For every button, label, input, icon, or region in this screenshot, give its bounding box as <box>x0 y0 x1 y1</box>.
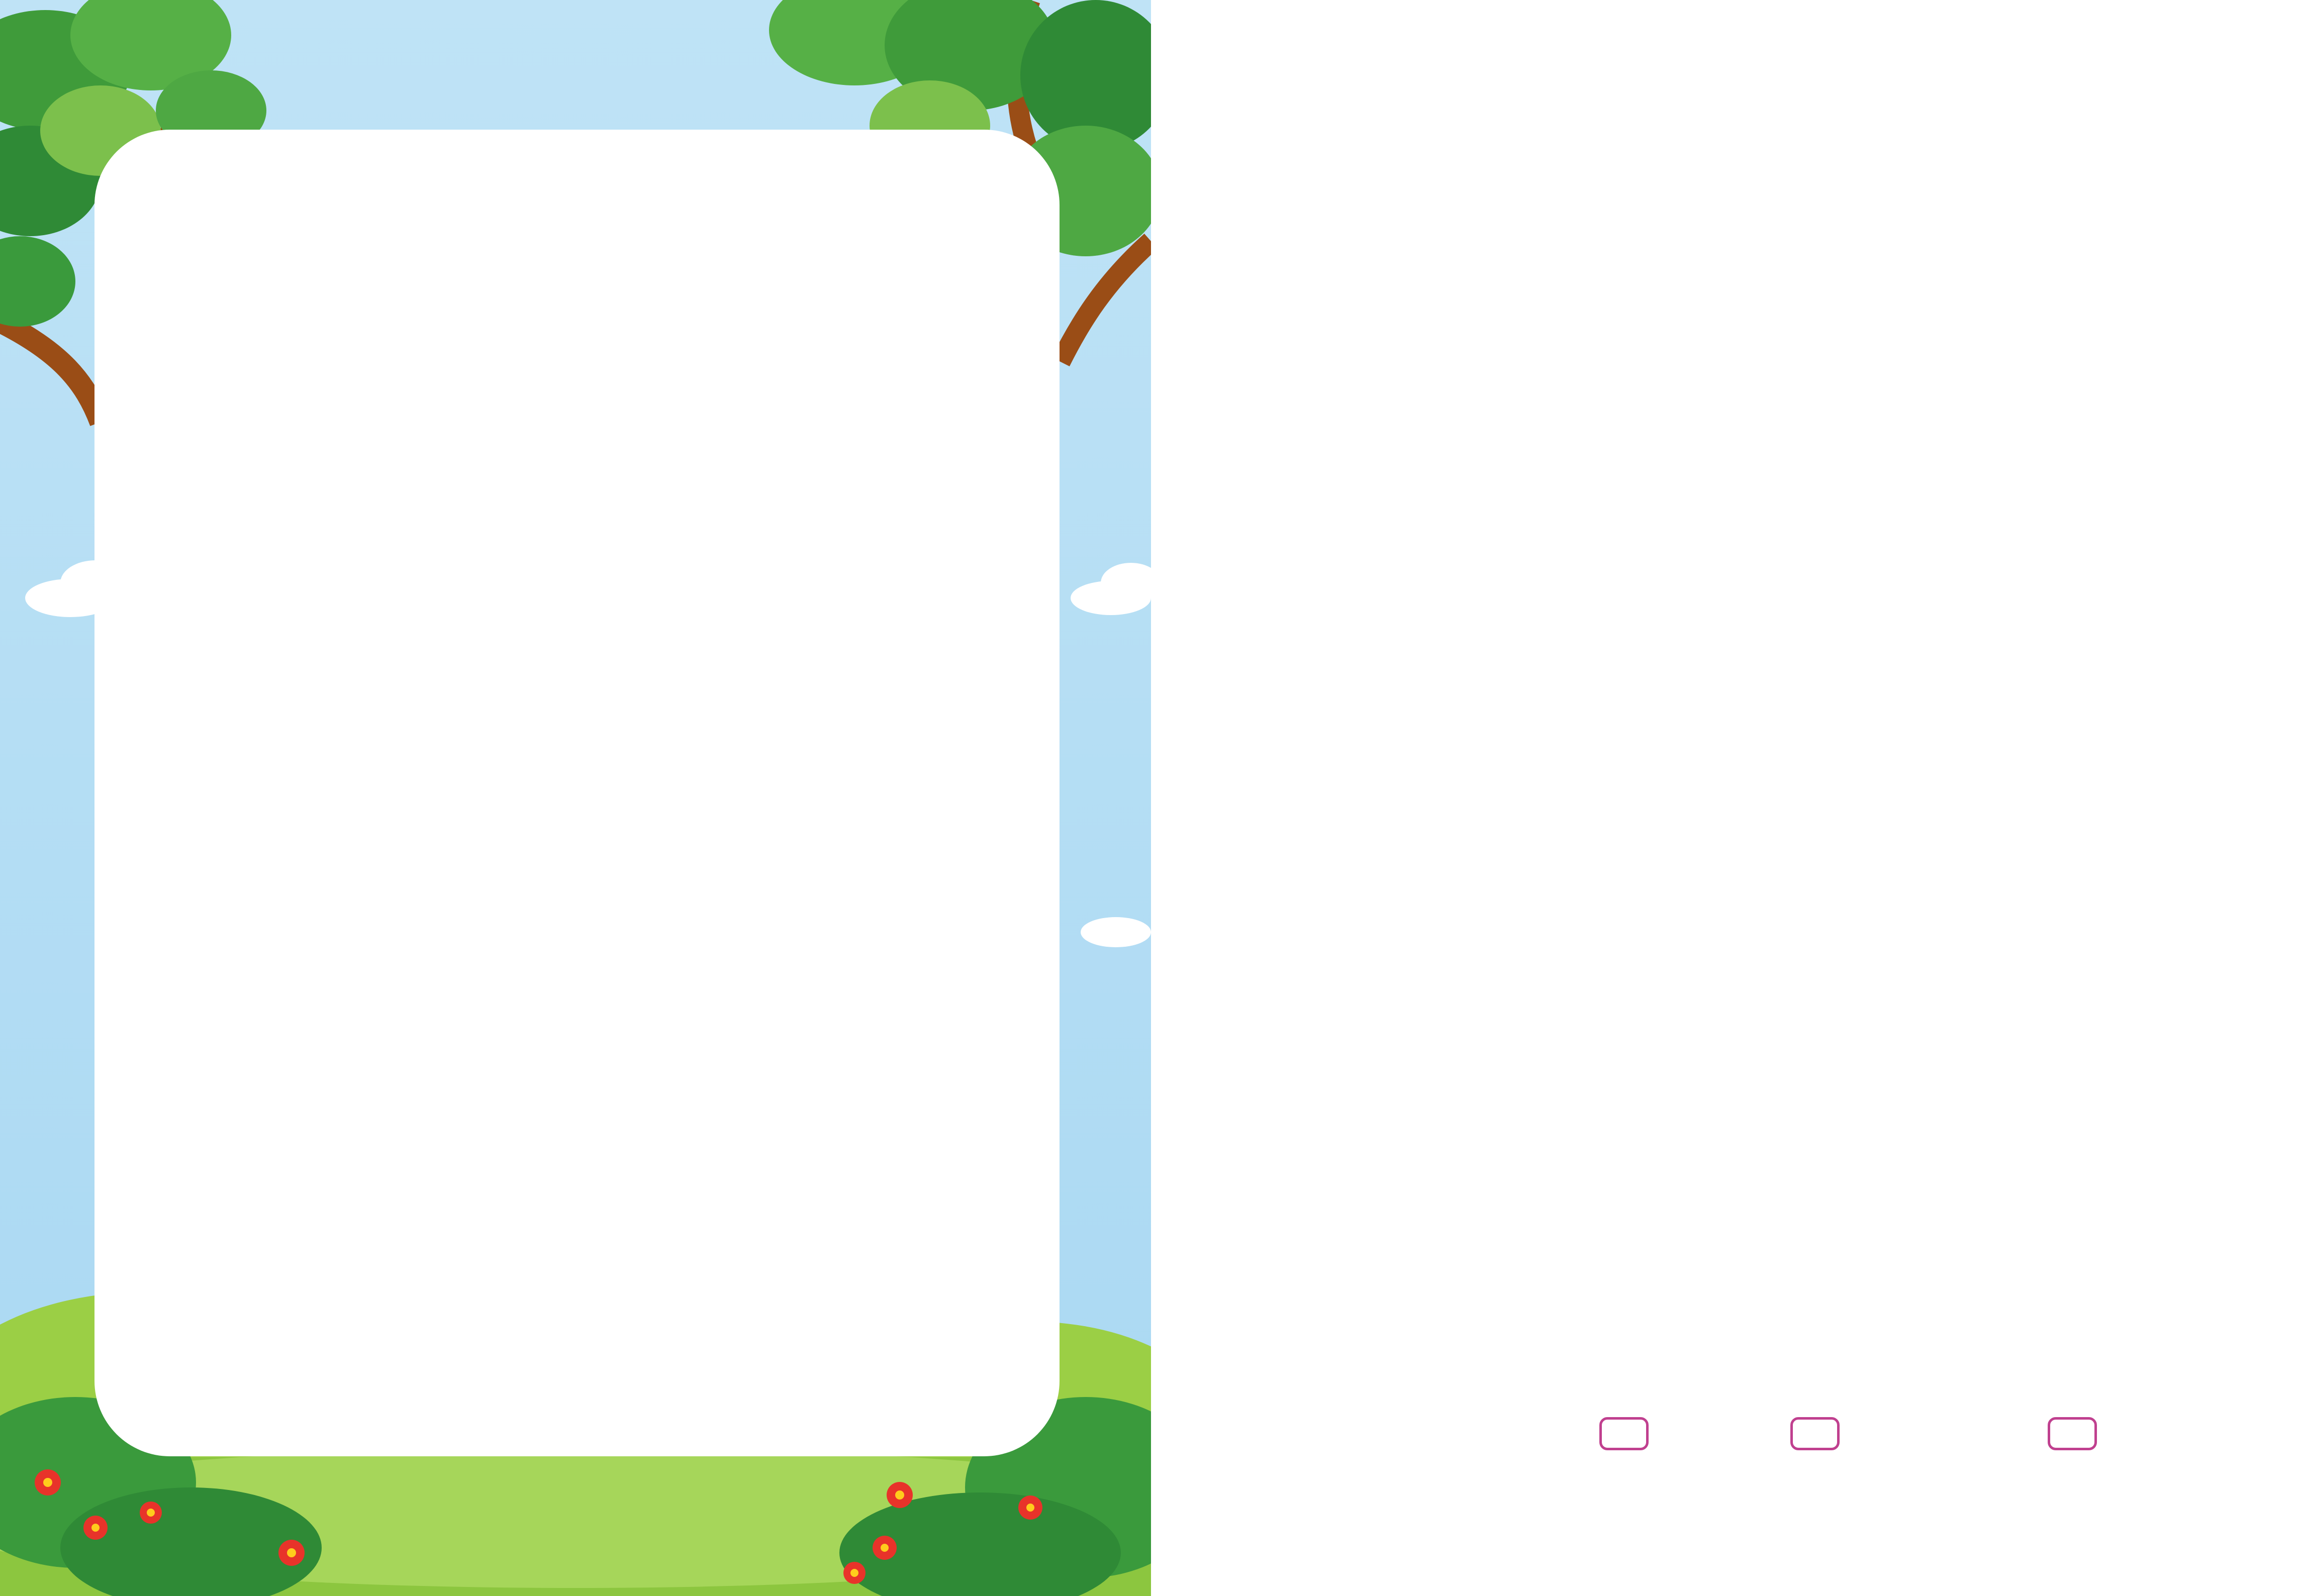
checkbox-dat[interactable] <box>1790 1417 1840 1450</box>
right-art <box>1151 0 2300 1596</box>
checkbox-tot[interactable] <box>1599 1417 1649 1450</box>
right-page <box>1151 0 2300 1596</box>
alphabet-card <box>94 130 1060 1456</box>
letters-layer <box>94 130 1060 1456</box>
checkbox-can-co-gang[interactable] <box>2048 1417 2097 1450</box>
